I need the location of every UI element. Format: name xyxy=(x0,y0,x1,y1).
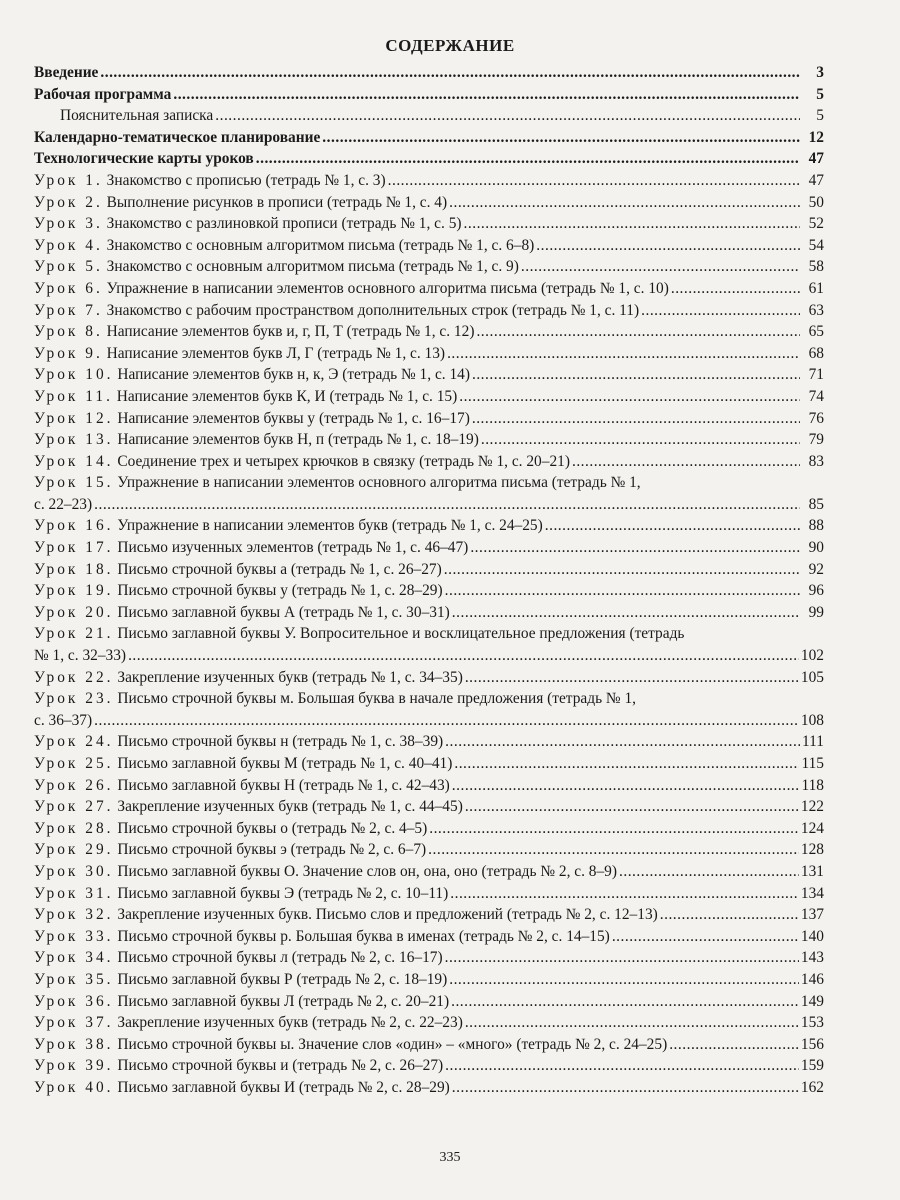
entry-title: Знакомство с основным алгоритмом письма (тетрадь № 1, с. 6–8) xyxy=(106,236,535,254)
entry-page-number: 143 xyxy=(800,949,824,967)
entry-text xyxy=(34,451,570,473)
entry-title: Письмо строчной буквы л (тетрадь № 2, с. 16–17) xyxy=(117,949,443,967)
dot-leader xyxy=(639,300,800,322)
entry-text xyxy=(34,127,320,149)
dot-leader xyxy=(92,494,800,516)
entry-text xyxy=(34,1055,443,1077)
entry-text xyxy=(34,645,126,667)
entry-page-number: 92 xyxy=(808,560,824,578)
lesson-label: Урок 33. xyxy=(34,927,114,945)
entry-page-number: 115 xyxy=(801,755,824,772)
dot-leader xyxy=(92,710,799,732)
entry-text xyxy=(34,1012,463,1034)
entry-text xyxy=(34,343,445,365)
entry-text xyxy=(34,408,470,430)
entry-text xyxy=(34,364,470,386)
entry-page-number: 102 xyxy=(800,647,824,665)
entry-title: Упражнение в написании элементов основного алгоритма письма (тетрадь № 1, xyxy=(117,474,641,492)
dot-leader xyxy=(320,127,800,149)
lesson-entry[interactable] xyxy=(34,1012,824,1034)
lesson-entry[interactable] xyxy=(34,623,824,645)
lesson-label: Урок 27. xyxy=(34,798,114,816)
dot-leader xyxy=(426,839,799,861)
entry-page-number: 47 xyxy=(808,171,824,189)
entry-title: Письмо заглавной буквы И (тетрадь № 2, с. 28–29) xyxy=(117,1078,450,1096)
lesson-label: Урок 5. xyxy=(34,258,103,276)
entry-text xyxy=(34,861,617,883)
entry-title: Письмо строчной буквы а (тетрадь № 1, с. 26–27) xyxy=(117,560,442,578)
lesson-label: Урок 23. xyxy=(34,690,114,708)
table-of-contents xyxy=(34,62,824,1099)
lesson-entry[interactable] xyxy=(34,818,824,840)
entry-title: Письмо строчной буквы ы. Значение слов «один» – «много» (тетрадь № 2, с. 24–25) xyxy=(117,1035,668,1053)
dot-leader xyxy=(669,278,800,300)
entry-page-number: 99 xyxy=(808,603,824,621)
entry-text xyxy=(34,926,610,948)
entry-page-number: 159 xyxy=(800,1057,824,1075)
lesson-label: Урок 29. xyxy=(34,841,114,859)
entry-title: Письмо строчной буквы н (тетрадь № 1, с. 38–39) xyxy=(117,733,444,751)
entry-page-number: 74 xyxy=(808,387,824,405)
entry-title: Написание элементов букв н, к, Э (тетрадь № 1, с. 14) xyxy=(117,366,470,384)
entry-page-number: 122 xyxy=(800,798,824,816)
lesson-label: Урок 40. xyxy=(34,1078,114,1096)
lesson-label: Урок 10. xyxy=(34,366,114,384)
entry-text xyxy=(34,386,457,408)
entry-title: Технологические карты уроков xyxy=(34,150,254,168)
entry-title: Знакомство с разлиновкой прописи (тетрадь № 1, с. 5) xyxy=(106,215,462,233)
dot-leader xyxy=(452,753,799,775)
lesson-label: Урок 17. xyxy=(34,539,114,557)
dot-leader xyxy=(479,429,800,451)
entry-title: Письмо строчной буквы м. Большая буква в начале предложения (тетрадь № 1, xyxy=(117,690,637,708)
dot-leader xyxy=(474,321,800,343)
entry-title: Написание элементов буквы у (тетрадь № 1, с. 16–17) xyxy=(117,409,470,427)
entry-text xyxy=(34,753,452,775)
entry-text xyxy=(34,602,450,624)
entry-text xyxy=(34,256,519,278)
entry-title: Письмо строчной буквы э (тетрадь № 2, с. 6–7) xyxy=(117,841,427,859)
lesson-entry[interactable] xyxy=(34,386,824,408)
entry-title: Письмо строчной буквы р. Большая буква в именах (тетрадь № 2, с. 14–15) xyxy=(117,927,610,945)
dot-leader xyxy=(462,213,800,235)
entry-title: Закрепление изученных букв (тетрадь № 1, с. 44–45) xyxy=(117,798,463,816)
entry-title: Письмо заглавной буквы Э (тетрадь № 2, с. 10–11) xyxy=(117,884,449,902)
lesson-entry[interactable] xyxy=(34,731,824,753)
entry-page-number: 54 xyxy=(808,236,824,254)
dot-leader xyxy=(98,62,800,84)
lesson-entry[interactable] xyxy=(34,883,824,905)
toc-entry[interactable] xyxy=(34,105,824,127)
lesson-label: Урок 15. xyxy=(34,474,114,492)
entry-text xyxy=(34,667,463,689)
lesson-label: Урок 14. xyxy=(34,452,114,470)
entry-title: Знакомство с рабочим пространством дополнительных строк (тетрадь № 1, с. 11) xyxy=(106,301,640,319)
dot-leader xyxy=(445,343,800,365)
lesson-label: Урок 4. xyxy=(34,236,103,254)
entry-text xyxy=(34,775,450,797)
lesson-label: Урок 26. xyxy=(34,776,114,794)
dot-leader xyxy=(443,947,799,969)
entry-title: Написание элементов букв и, г, П, Т (тетрадь № 1, с. 12) xyxy=(106,323,475,341)
entry-page-number: 146 xyxy=(800,970,824,988)
entry-page-number: 5 xyxy=(816,107,824,125)
entry-page-number: 134 xyxy=(800,884,824,902)
entry-title: № 1, с. 32–33) xyxy=(34,647,127,665)
lesson-label: Урок 7. xyxy=(34,301,103,319)
entry-text xyxy=(34,580,443,602)
dot-leader xyxy=(570,451,800,473)
lesson-entry[interactable] xyxy=(34,408,824,430)
lesson-entry[interactable] xyxy=(34,969,824,991)
lesson-label: Урок 8. xyxy=(34,323,103,341)
entry-title: Календарно-тематическое планирование xyxy=(34,128,321,146)
entry-text xyxy=(34,991,449,1013)
entry-page-number: 76 xyxy=(808,409,824,427)
entry-title: Упражнение в написании элементов основного алгоритма письма (тетрадь № 1, с. 10) xyxy=(106,279,669,297)
dot-leader xyxy=(126,645,799,667)
entry-title: Написание элементов букв Н, п (тетрадь № 1, с. 18–19) xyxy=(117,431,479,449)
entry-page-number: 5 xyxy=(816,85,824,103)
entry-page-number: 105 xyxy=(800,668,824,686)
toc-entry[interactable] xyxy=(34,84,824,106)
entry-page-number: 118 xyxy=(801,776,824,794)
lesson-entry[interactable] xyxy=(34,580,824,602)
dot-leader xyxy=(427,818,799,840)
dot-leader xyxy=(450,602,800,624)
lesson-entry[interactable] xyxy=(34,472,824,494)
page-number: 335 xyxy=(439,1150,461,1165)
entry-title: Письмо заглавной буквы А (тетрадь № 1, с. 30–31) xyxy=(117,603,450,621)
entry-page-number: 68 xyxy=(808,344,824,362)
entry-title: Письмо заглавной буквы У. Вопросительное и восклицательное предложения (тетрадь xyxy=(117,625,685,643)
entry-title: Письмо изученных элементов (тетрадь № 1, с. 46–47) xyxy=(117,539,469,557)
dot-leader xyxy=(457,386,800,408)
entry-text xyxy=(34,170,386,192)
entry-text xyxy=(34,947,443,969)
lesson-entry[interactable] xyxy=(34,775,824,797)
dot-leader xyxy=(213,105,800,127)
entry-text xyxy=(34,883,448,905)
entry-title: с. 36–37) xyxy=(34,711,93,729)
entry-page-number: 79 xyxy=(808,431,824,449)
entry-title: Закрепление изученных букв (тетрадь № 2, с. 22–23) xyxy=(117,1014,463,1032)
entry-title: Введение xyxy=(34,64,99,81)
lesson-entry[interactable] xyxy=(34,278,824,300)
entry-text xyxy=(34,796,463,818)
lesson-label: Урок 12. xyxy=(34,409,114,427)
entry-page-number: 65 xyxy=(808,323,824,341)
lesson-label: Урок 1. xyxy=(34,171,103,189)
entry-text xyxy=(34,1077,450,1099)
dot-leader xyxy=(448,883,799,905)
lesson-label: Урок 39. xyxy=(34,1057,114,1075)
dot-leader xyxy=(519,256,800,278)
lesson-label: Урок 3. xyxy=(34,215,103,233)
lesson-entry[interactable] xyxy=(34,429,824,451)
entry-title: Выполнение рисунков в прописи (тетрадь № 1, с. 4) xyxy=(106,193,448,211)
entry-title: Соединение трех и четырех крючков в связку (тетрадь № 1, с. 20–21) xyxy=(117,452,570,470)
entry-page-number: 128 xyxy=(800,841,824,859)
entry-title: Письмо заглавной буквы О. Значение слов он, она, оно (тетрадь № 2, с. 8–9) xyxy=(117,862,618,880)
toc-entry[interactable] xyxy=(34,127,824,149)
entry-page-number: 90 xyxy=(808,539,824,557)
entry-text xyxy=(34,429,479,451)
entry-title: Письмо заглавной буквы М (тетрадь № 1, с. 40–41) xyxy=(117,755,453,772)
entry-page-number: 156 xyxy=(800,1035,824,1053)
lesson-entry[interactable] xyxy=(34,321,824,343)
entry-text xyxy=(34,105,213,127)
lesson-entry-continued[interactable] xyxy=(34,645,824,667)
entry-page-number: 47 xyxy=(808,150,824,168)
dot-leader xyxy=(443,580,800,602)
lesson-entry[interactable] xyxy=(34,796,824,818)
entry-page-number: 96 xyxy=(808,582,824,600)
lesson-entry[interactable] xyxy=(34,343,824,365)
entry-page-number: 88 xyxy=(808,517,824,535)
entry-title: Письмо заглавной буквы Л (тетрадь № 2, с. 20–21) xyxy=(117,992,450,1010)
dot-leader xyxy=(658,904,799,926)
entry-title: с. 22–23) xyxy=(34,495,93,513)
entry-page-number: 153 xyxy=(800,1014,824,1032)
lesson-label: Урок 28. xyxy=(34,819,114,837)
entry-title: Закрепление изученных букв (тетрадь № 1, с. 34–35) xyxy=(117,668,463,686)
lesson-entry[interactable] xyxy=(34,1077,824,1099)
dot-leader xyxy=(610,926,799,948)
lesson-entry[interactable] xyxy=(34,861,824,883)
entry-title: Знакомство с основным алгоритмом письма (тетрадь № 1, с. 9) xyxy=(106,258,519,276)
entry-text xyxy=(34,537,468,559)
entry-text xyxy=(34,84,171,106)
entry-title: Пояснительная записка xyxy=(60,107,214,125)
dot-leader xyxy=(450,775,800,797)
dot-leader xyxy=(463,1012,799,1034)
entry-page-number: 137 xyxy=(800,906,824,924)
entry-page-number: 149 xyxy=(800,992,824,1010)
dot-leader xyxy=(534,235,800,257)
entry-page-number: 131 xyxy=(800,862,824,880)
lesson-label: Урок 30. xyxy=(34,862,114,880)
dot-leader xyxy=(463,796,799,818)
entry-page-number: 111 xyxy=(802,733,824,751)
lesson-entry[interactable] xyxy=(34,753,824,775)
lesson-entry[interactable] xyxy=(34,1055,824,1077)
entry-text xyxy=(34,515,543,537)
page-title: СОДЕРЖАНИЕ xyxy=(385,36,515,55)
entry-text xyxy=(34,278,669,300)
lesson-entry[interactable] xyxy=(34,256,824,278)
lesson-label: Урок 34. xyxy=(34,949,114,967)
lesson-entry[interactable] xyxy=(34,170,824,192)
lesson-entry[interactable] xyxy=(34,235,824,257)
lesson-label: Урок 6. xyxy=(34,279,103,297)
dot-leader xyxy=(443,1055,799,1077)
lesson-label: Урок 20. xyxy=(34,603,114,621)
entry-title: Письмо заглавной буквы Н (тетрадь № 1, с. 42–43) xyxy=(117,776,450,794)
dot-leader xyxy=(171,84,800,106)
lesson-label: Урок 32. xyxy=(34,906,114,924)
dot-leader xyxy=(442,559,800,581)
dot-leader xyxy=(543,515,800,537)
lesson-entry[interactable] xyxy=(34,926,824,948)
entry-text xyxy=(34,321,474,343)
lesson-entry[interactable] xyxy=(34,559,824,581)
entry-page-number: 140 xyxy=(800,927,824,945)
lesson-label: Урок 13. xyxy=(34,431,114,449)
entry-text xyxy=(34,688,636,710)
entry-title: Письмо заглавной буквы Р (тетрадь № 2, с. 18–19) xyxy=(117,970,448,988)
lesson-entry-continued[interactable] xyxy=(34,710,824,732)
lesson-label: Урок 25. xyxy=(34,755,114,772)
entry-title: Написание элементов букв К, И (тетрадь № 1, с. 15) xyxy=(116,387,458,405)
lesson-entry[interactable] xyxy=(34,537,824,559)
entry-text xyxy=(34,148,254,170)
entry-text xyxy=(34,472,641,494)
entry-page-number: 12 xyxy=(808,128,824,146)
entry-title: Рабочая программа xyxy=(34,85,172,103)
entry-title: Письмо строчной буквы и (тетрадь № 2, с. 26–27) xyxy=(117,1057,444,1075)
entry-page-number: 108 xyxy=(800,711,824,729)
entry-text xyxy=(34,1034,667,1056)
entry-text xyxy=(34,213,462,235)
toc-entry[interactable] xyxy=(34,148,824,170)
lesson-label: Урок 24. xyxy=(34,733,114,751)
dot-leader xyxy=(443,731,800,753)
dot-leader xyxy=(386,170,800,192)
entry-text xyxy=(34,192,447,214)
lesson-entry-continued[interactable] xyxy=(34,494,824,516)
entry-page-number: 124 xyxy=(800,819,824,837)
dot-leader xyxy=(449,991,799,1013)
dot-leader xyxy=(447,969,799,991)
lesson-entry[interactable] xyxy=(34,991,824,1013)
lesson-entry[interactable] xyxy=(34,839,824,861)
lesson-entry[interactable] xyxy=(34,667,824,689)
entry-text xyxy=(34,62,98,84)
lesson-entry[interactable] xyxy=(34,1034,824,1056)
lesson-label: Урок 16. xyxy=(34,517,114,535)
dot-leader xyxy=(468,537,800,559)
entry-page-number: 3 xyxy=(816,64,824,81)
entry-text xyxy=(34,559,442,581)
lesson-label: Урок 11. xyxy=(34,387,113,405)
lesson-entry[interactable] xyxy=(34,364,824,386)
entry-page-number: 83 xyxy=(808,452,824,470)
entry-text xyxy=(34,494,92,516)
entry-page-number: 61 xyxy=(808,279,824,297)
lesson-entry[interactable] xyxy=(34,515,824,537)
lesson-label: Урок 22. xyxy=(34,668,114,686)
entry-page-number: 50 xyxy=(808,193,824,211)
lesson-label: Урок 31. xyxy=(34,884,114,902)
entry-title: Письмо строчной буквы о (тетрадь № 2, с. 4–5) xyxy=(117,819,428,837)
entry-text xyxy=(34,710,92,732)
dot-leader xyxy=(667,1034,799,1056)
lesson-entry[interactable] xyxy=(34,904,824,926)
lesson-label: Урок 19. xyxy=(34,582,114,600)
lesson-entry[interactable] xyxy=(34,192,824,214)
lesson-label: Урок 37. xyxy=(34,1014,114,1032)
lesson-label: Урок 35. xyxy=(34,970,114,988)
entry-text xyxy=(34,839,426,861)
entry-title: Письмо строчной буквы у (тетрадь № 1, с. 28–29) xyxy=(117,582,443,600)
lesson-entry[interactable] xyxy=(34,602,824,624)
entry-title: Упражнение в написании элементов букв (тетрадь № 1, с. 24–25) xyxy=(117,517,543,535)
lesson-label: Урок 9. xyxy=(34,344,103,362)
entry-text xyxy=(34,904,658,926)
lesson-entry[interactable] xyxy=(34,451,824,473)
entry-text xyxy=(34,235,534,257)
dot-leader xyxy=(254,148,800,170)
lesson-label: Урок 36. xyxy=(34,992,114,1010)
lesson-label: Урок 38. xyxy=(34,1035,114,1053)
lesson-entry[interactable] xyxy=(34,947,824,969)
dot-leader xyxy=(447,192,800,214)
dot-leader xyxy=(463,667,799,689)
entry-text xyxy=(34,969,447,991)
entry-page-number: 63 xyxy=(808,301,824,319)
lesson-label: Урок 21. xyxy=(34,625,114,643)
dot-leader xyxy=(450,1077,799,1099)
entry-text xyxy=(34,731,443,753)
entry-text xyxy=(34,818,427,840)
entry-page-number: 71 xyxy=(808,366,824,384)
toc-entry[interactable] xyxy=(34,62,824,84)
entry-title: Написание элементов букв Л, Г (тетрадь № 1, с. 13) xyxy=(106,344,446,362)
lesson-label: Урок 18. xyxy=(34,560,114,578)
lesson-entry[interactable] xyxy=(34,300,824,322)
entry-page-number: 52 xyxy=(808,215,824,233)
dot-leader xyxy=(470,364,800,386)
entry-text xyxy=(34,623,684,645)
dot-leader xyxy=(617,861,799,883)
lesson-entry[interactable] xyxy=(34,213,824,235)
entry-text xyxy=(34,300,639,322)
lesson-entry[interactable] xyxy=(34,688,824,710)
entry-title: Знакомство с прописью (тетрадь № 1, с. 3) xyxy=(106,171,386,189)
lesson-label: Урок 2. xyxy=(34,193,103,211)
dot-leader xyxy=(470,408,800,430)
entry-page-number: 162 xyxy=(800,1078,824,1096)
entry-title: Закрепление изученных букв. Письмо слов и предложений (тетрадь № 2, с. 12–13) xyxy=(117,906,658,924)
entry-page-number: 85 xyxy=(808,495,824,513)
entry-page-number: 58 xyxy=(808,258,824,276)
